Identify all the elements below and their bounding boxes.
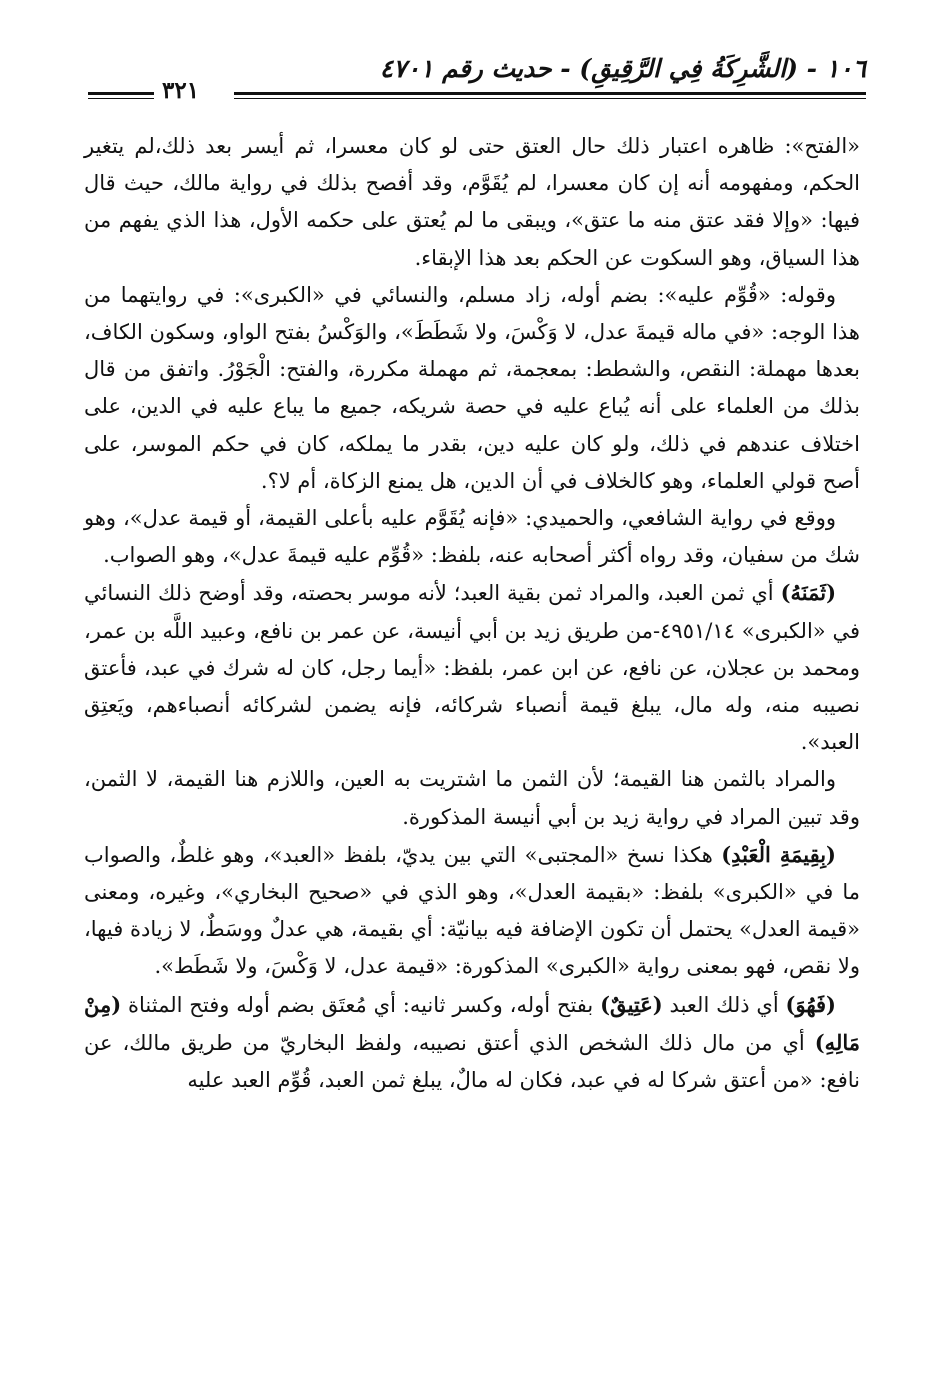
body-text (84, 128, 860, 1099)
paragraph-text: ووقع في رواية الشافعي، والحميدي: «فإنه يُقَوَّم عليه بأعلى القيمة، أو قيمة عدل»، وهو شك من سفيان، وقد رواه أكثر أصحابه عنه، بلفظ: «قُوِّم عليه قيمةَ عدل»، وهو الصواب. (84, 506, 860, 568)
page-header (88, 52, 866, 108)
paragraph-text: أي ذلك العبد (662, 992, 786, 1017)
page-number: ٣٢١ (162, 77, 200, 104)
paragraph-text: أي ثمن العبد، والمراد ثمن بقية العبد؛ لأنه موسر بحصته، وقد أوضح ذلك النسائي في «الكبرى» ٤٩٥١/١٤-من طريق زيد بن أبي أنيسة، عن عمر بن نافع، وعبيد اللَّه بن عمر، ومحمد بن عجلان، عن نافع، عن ابن عمر، بلفظ: «أيما رجل، كان له شرك في عبد، فأعتق نصيبه منه، وله مال، يبلغ قيمة أنصباء شركائه، فإنه يضمن لشركائه أنصباءهم، ويَعتِق العبد». (84, 581, 860, 755)
paragraph-text: «الفتح»: ظاهره اعتبار ذلك حال العتق حتى لو كان معسرا، ثم أيسر بعد ذلك،لم يتغير الحكم، ومفهومه أنه إن كان معسرا، لم يُقَوَّم، وقد أفصح بذلك في رواية مالك، حيث قال فيها: «وإلا فقد عتق منه ما عتق»، ويبقى ما لم يُعتق على حكمه الأول، هذا الذي يفهم من هذا السياق، وهو السكوت عن الحكم بعد هذا الإبقاء. (84, 134, 860, 270)
paragraph-3 (84, 500, 860, 574)
paragraph-2 (84, 277, 860, 500)
paragraph-1 (84, 128, 860, 277)
paragraph-text: بفتح أوله، وكسر ثانيه: أي مُعتَق بضم أوله وفتح المثناة (121, 992, 601, 1017)
paragraph-text: وقوله: «قُوِّم عليه»: بضم أوله، زاد مسلم، والنسائي في «الكبرى»: في روايتهما من هذا الوجه: «في ماله قيمةَ عدل، لا وَكْسَ، ولا شَطَطَ»، والوَكْسُ بفتح الواو، وسكون الكاف، بعدها مهملة: النقص، والشطط: بمعجمة، ثم مهملة مكررة، والفتح: الْجَوْرُ. واتفق من قال بذلك من العلماء على أنه يُباع عليه في حصة شريكه، جميع ما يباع عليه في الدين، على اختلاف عندهم في ذلك، ولو كان عليه دين، بقدر ما يملكه، كان في حكم الموسر، على أصح قولي العلماء، وهو كالخلاف في أن الدين، هل يمنع الزكاة، أم لا؟. (84, 282, 860, 493)
page-number-rule-thin (88, 98, 154, 99)
paragraph-7 (84, 986, 860, 1100)
lemma-biqimat-al-abd: (بِقِيمَةِ الْعَبْدِ) (721, 841, 836, 867)
running-title: ١٠٦ - (الشَّرِكَةُ فِي الرَّقِيقِ) - حديث رقم ٤٧٠١ (379, 54, 866, 83)
lemma-atiq: (عَتِيقٌ) (600, 991, 663, 1017)
header-rule-thin (234, 98, 866, 99)
lemma-min-malihi: (مِنْ مَالِهِ) (84, 991, 860, 1055)
paragraph-5 (84, 761, 860, 835)
paragraph-4 (84, 574, 860, 761)
paragraph-text: والمراد بالثمن هنا القيمة؛ لأن الثمن ما اشتريت به العين، واللازم هنا القيمة، لا الثمن، وقد تبين المراد في رواية زيد بن أبي أنيسة المذكورة. (84, 767, 860, 829)
lemma-thamanahu: (ثَمَنَهُ) (780, 580, 837, 606)
paragraph-text: هكذا نسخ «المجتبى» التي بين يديّ، بلفظ «العبد»، وهو غلطٌ، والصواب ما في «الكبرى» بلفظ: «بقيمة العدل»، وهو الذي في «صحيح البخاري»، وغيره، ومعنى «قيمة العدل» يحتمل أن تكون الإضافة فيه بيانيّة: أي بقيمة، هي عدلٌ ووسَطٌ، لا زيادة فيها، ولا نقص، فهو بمعنى رواية «الكبرى» المذكورة: «قيمة عدل، لا وَكْسَ، ولا شَطَط». (84, 842, 860, 979)
paragraph-text: أي من مال ذلك الشخص الذي أعتق نصيبه، ولفظ البخاريّ من طريق مالك، عن نافع: «من أعتق شركا له في عبد، فكان له مالٌ، يبلغ ثمن العبد، قُوِّم العبد عليه (84, 1030, 860, 1093)
page-number-rule-thick (88, 92, 154, 95)
header-rule-thick (234, 92, 866, 95)
lemma-fahuwa: (فَهُوَ) (785, 991, 836, 1017)
paragraph-6 (84, 836, 860, 986)
